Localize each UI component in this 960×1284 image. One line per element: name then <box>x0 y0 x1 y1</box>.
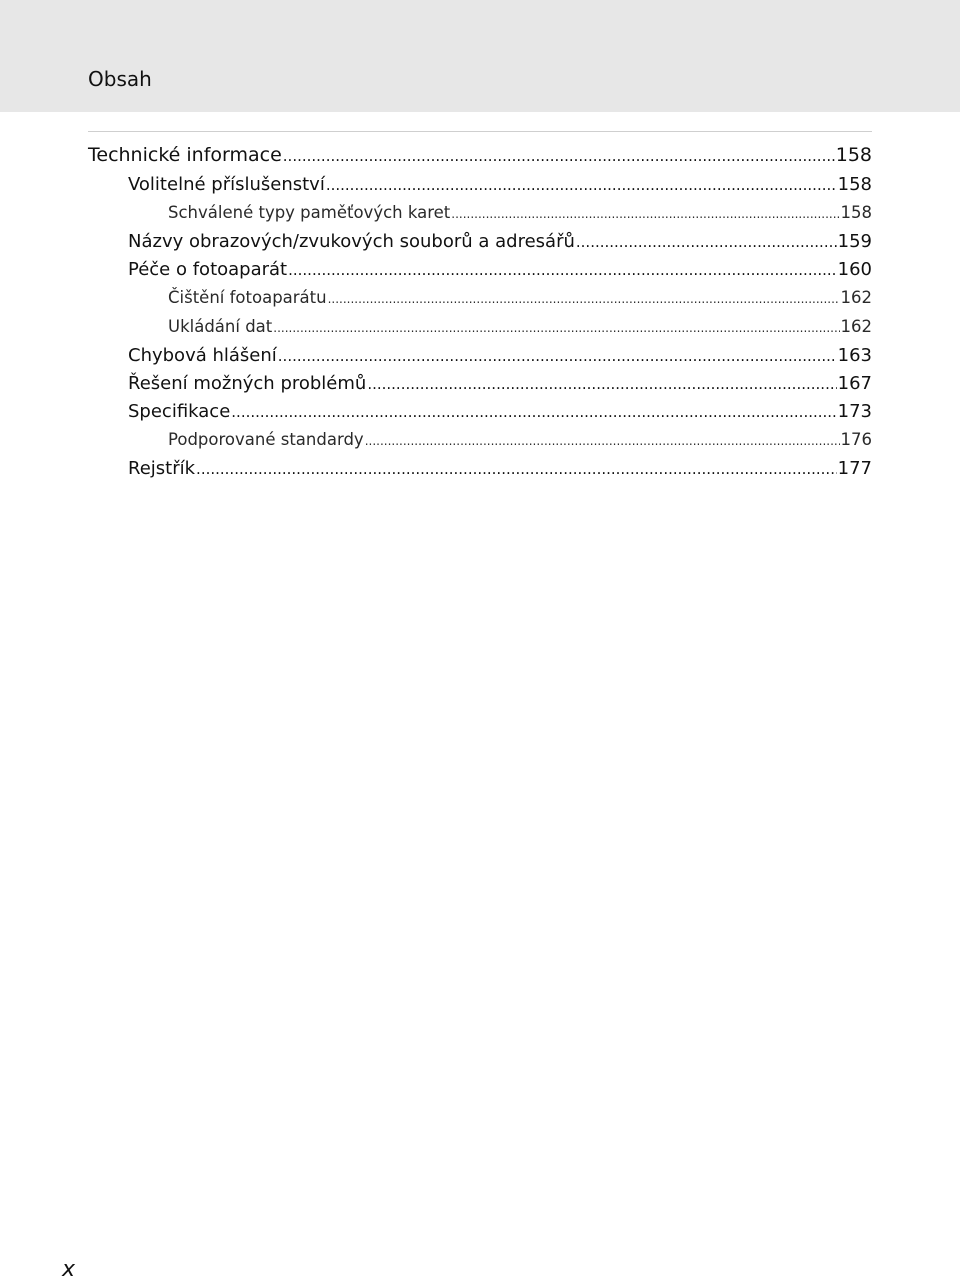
page-number: x <box>62 1257 76 1282</box>
page-title: Obsah <box>88 67 152 91</box>
toc-entry-label: Chybová hlášení <box>128 345 277 366</box>
toc-entry-page: 158 <box>835 144 872 166</box>
dot-leader <box>288 257 837 284</box>
toc-entry-label: Ukládání dat <box>168 317 273 336</box>
toc-entry-page: 162 <box>840 288 872 307</box>
dot-leader <box>231 399 836 426</box>
toc-entry-page: 173 <box>837 401 872 422</box>
toc-entry[interactable] <box>88 313 872 342</box>
toc-entry-label: Péče o fotoaparát <box>128 259 288 280</box>
toc-entry-label: Specifikace <box>128 401 231 422</box>
toc-entry-page: 162 <box>840 317 872 336</box>
toc-entry-page: 160 <box>837 259 872 280</box>
dot-leader <box>326 172 837 199</box>
toc-entry-label: Názvy obrazových/zvukových souborů a adresářů <box>128 231 575 252</box>
toc-entry-label: Podporované standardy <box>168 430 364 449</box>
toc-entry[interactable] <box>88 342 872 370</box>
toc-entry[interactable] <box>88 426 872 455</box>
divider <box>88 131 872 132</box>
table-of-contents <box>88 141 872 483</box>
toc-entry-page: 167 <box>837 373 872 394</box>
toc-entry[interactable] <box>88 370 872 398</box>
toc-entry-page: 177 <box>837 458 872 479</box>
toc-entry-label: Volitelné příslušenství <box>128 174 325 195</box>
dot-leader <box>273 315 839 342</box>
toc-entry-page: 158 <box>840 203 872 222</box>
toc-entry[interactable] <box>88 398 872 426</box>
dot-leader <box>576 229 837 256</box>
header-band <box>0 0 960 112</box>
toc-entry[interactable] <box>88 199 872 228</box>
toc-entry[interactable] <box>88 141 872 171</box>
toc-entry-label: Schválené typy paměťových karet <box>168 203 451 222</box>
dot-leader <box>365 428 840 455</box>
dot-leader <box>196 456 837 483</box>
dot-leader <box>283 142 835 171</box>
toc-entry-page: 176 <box>840 430 872 449</box>
toc-entry[interactable] <box>88 171 872 199</box>
toc-entry[interactable] <box>88 256 872 284</box>
dot-leader <box>451 201 839 228</box>
toc-entry[interactable] <box>88 284 872 313</box>
toc-entry-label: Rejstřík <box>128 458 196 479</box>
toc-entry-label: Technické informace <box>88 144 282 166</box>
toc-entry[interactable] <box>88 228 872 256</box>
dot-leader <box>328 286 840 313</box>
dot-leader <box>367 371 836 398</box>
toc-entry-page: 163 <box>837 345 872 366</box>
toc-entry-page: 158 <box>837 174 872 195</box>
toc-entry[interactable] <box>88 455 872 483</box>
toc-entry-label: Řešení možných problémů <box>128 373 367 394</box>
dot-leader <box>278 343 837 370</box>
toc-entry-label: Čištění fotoaparátu <box>168 288 327 307</box>
toc-entry-page: 159 <box>837 231 872 252</box>
